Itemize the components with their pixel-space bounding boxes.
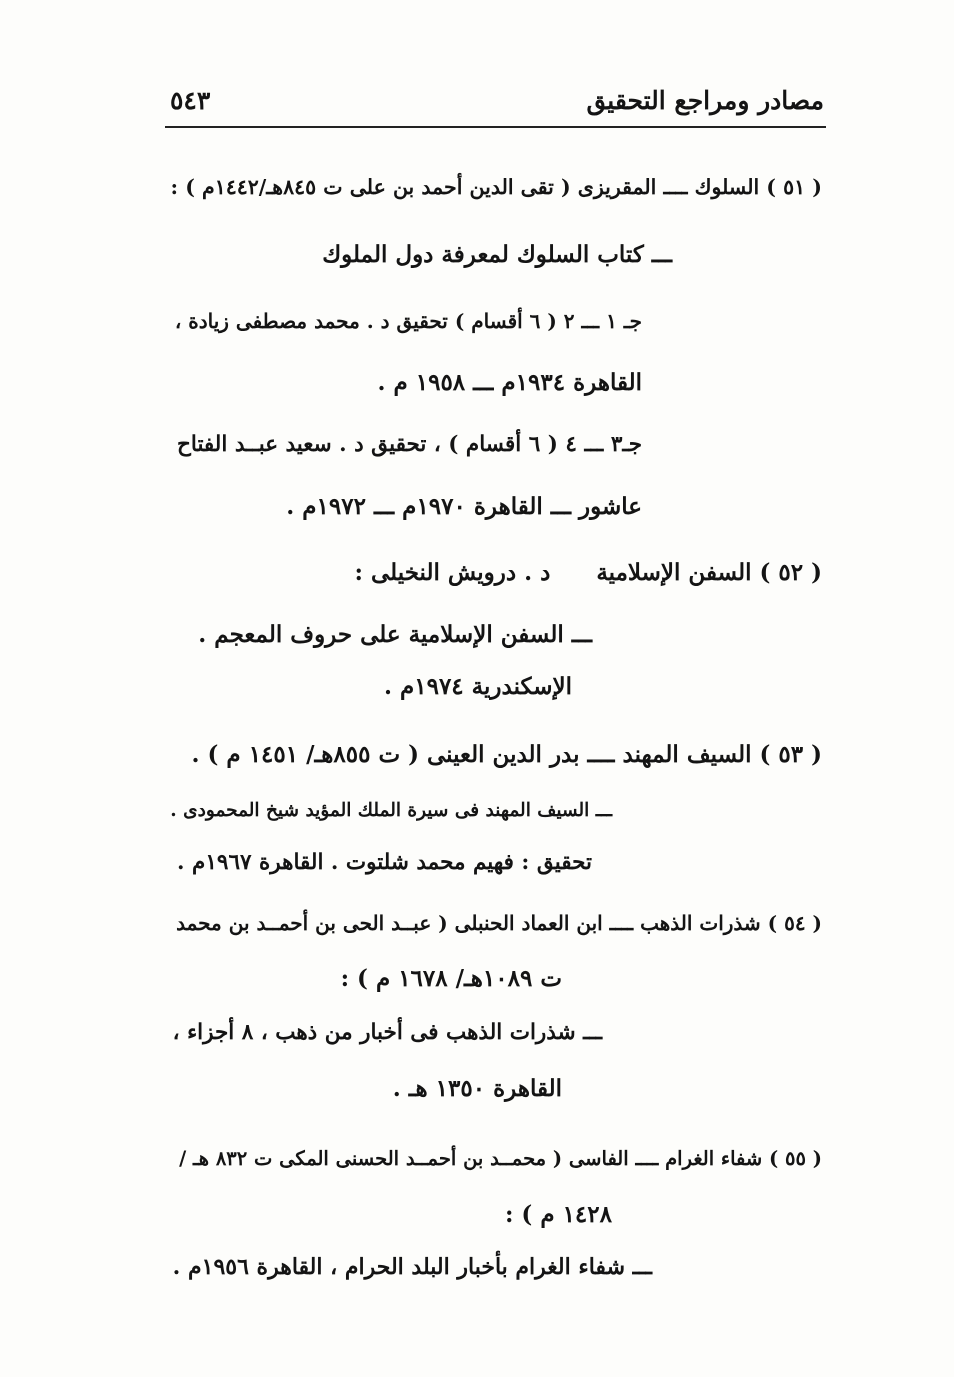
- page-header: [160, 82, 824, 122]
- entry-54-heading: ( ٥٤ ) شذرات الذهب ــــ ابن العماد الحنبلى ( عبــد الحى بن أحمــد بن محمد: [176, 911, 822, 935]
- entry-55-title: ـــ شفاء الغرام بأخبار البلد الحرام ، القاهرة ١٩٥٦م .: [172, 1254, 652, 1280]
- entry-54-title: ـــ شذرات الذهب فى أخبار من ذهب ، ٨ أجزاء ،: [172, 1020, 602, 1045]
- entry-52-place: الإسكندرية ١٩٧٤م .: [383, 673, 572, 700]
- entry-52-author: د . درويش النخيلى :: [354, 559, 551, 586]
- entry-53-heading: ( ٥٣ ) السيف المهند ــــ بدر الدين العينى ( ت ٨٥٥هـ/ ١٤٥١ م ) .: [191, 741, 822, 768]
- page-number: ٥٤٣: [170, 86, 211, 115]
- entry-51-place-2: عاشور ـــ القاهرة ١٩٧٠م ـــ ١٩٧٢م .: [286, 493, 642, 520]
- entry-52-title: ( ٥٢ ) السفن الإسلامية: [596, 559, 822, 586]
- entry-51-heading: ( ٥١ ) السلوك ــــ المقريزى ( تقى الدين أحمد بن على ت ٨٤٥هـ/١٤٤٢م ) :: [170, 175, 822, 199]
- entry-51-volumes-2: جـ٣ ـــ ٤ ( ٦ أقسام ) ، تحقيق د . سعيد عبــد الفتاح: [177, 432, 642, 457]
- entry-52-heading: [354, 556, 822, 590]
- entry-54-place: القاهرة ١٣٥٠ هـ .: [392, 1075, 562, 1102]
- header-rule: [165, 126, 826, 128]
- entry-55-heading-cont: ١٤٢٨ م ) :: [504, 1201, 612, 1228]
- entry-51-title: ـــ كتاب السلوك لمعرفة دول الملوك: [322, 241, 672, 268]
- entry-54-heading-cont: ت ١٠٨٩هـ/ ١٦٧٨ م ) :: [340, 965, 562, 992]
- entry-51-place-1: القاهرة ١٩٣٤م ـــ ١٩٥٨ م .: [377, 369, 642, 396]
- entry-51-volumes-1: جـ ١ ـــ ٢ ( ٦ أقسام ) تحقيق د . محمد مصطفى زيادة ،: [174, 309, 642, 333]
- entry-53-title: ـــ السيف المهند فى سيرة الملك المؤيد شيخ المحمودى .: [170, 800, 612, 821]
- entry-55-heading: ( ٥٥ ) شفاء الغرام ــــ الفاسى ( محمــد بن أحمــد الحسنى المكى ت ٨٣٢ هـ /: [179, 1147, 822, 1170]
- running-title: مصادر ومراجع التحقيق: [586, 86, 824, 115]
- entry-53-edition: تحقيق : فهيم محمد شلتوت . القاهرة ١٩٦٧م .: [177, 850, 592, 875]
- entry-52-title-line: ـــ السفن الإسلامية على حروف المعجم .: [198, 621, 592, 648]
